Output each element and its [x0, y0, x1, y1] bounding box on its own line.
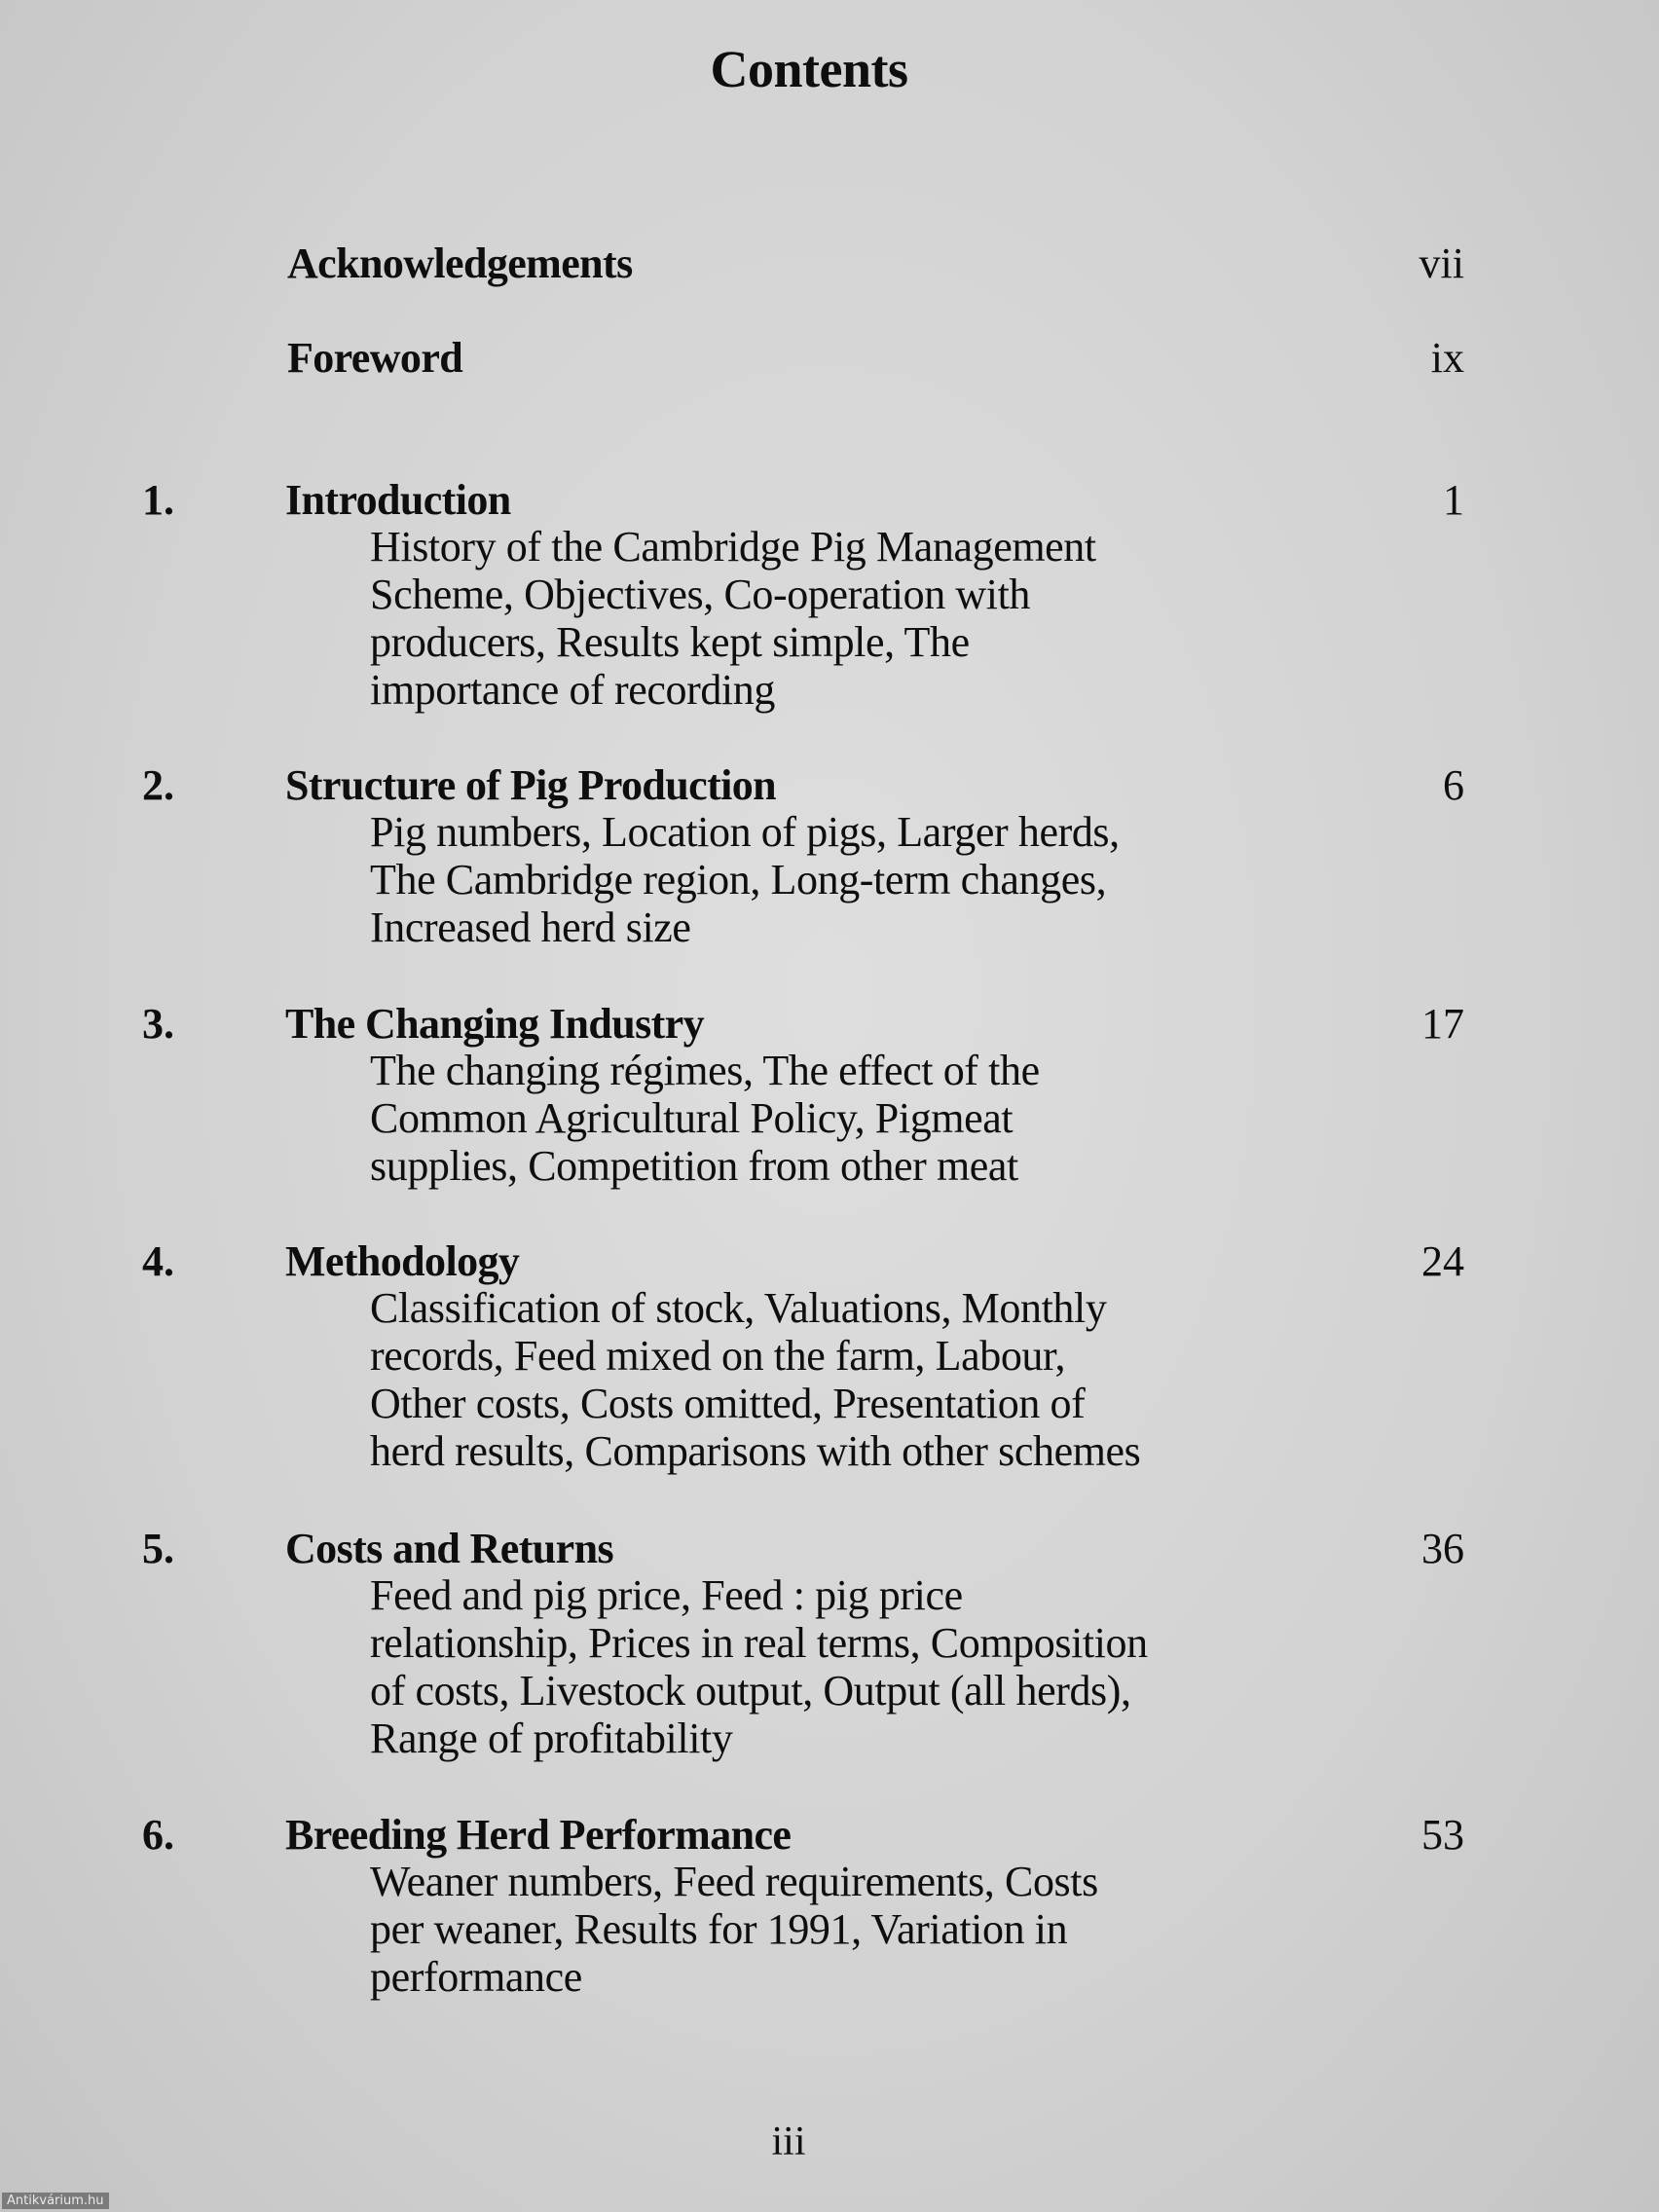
chapter-page-number: 1 [1443, 476, 1464, 524]
description-line: importance of recording [370, 666, 775, 714]
chapter-number: 2. [142, 761, 174, 809]
page-title: Contents [710, 40, 908, 98]
chapter-page-number: 53 [1421, 1811, 1464, 1859]
chapter-title: Methodology [285, 1237, 520, 1285]
chapter-title: The Changing Industry [285, 1000, 704, 1048]
description-line: per weaner, Results for 1991, Variation in [370, 1905, 1068, 1953]
description-line: History of the Cambridge Pig Management [370, 523, 1096, 571]
chapter-description [370, 808, 1344, 951]
description-line: Classification of stock, Valuations, Monthly [370, 1284, 1107, 1332]
chapter-page-number: 6 [1443, 761, 1464, 809]
description-line: Pig numbers, Location of pigs, Larger herds, [370, 808, 1120, 856]
description-line: of costs, Livestock output, Output (all herds), [370, 1667, 1131, 1714]
chapter-description [370, 1571, 1344, 1762]
description-line: The changing régimes, The effect of the [370, 1047, 1040, 1094]
chapter-title: Structure of Pig Production [285, 761, 777, 809]
description-line: The Cambridge region, Long-term changes, [370, 856, 1107, 903]
chapter-page-number: 24 [1421, 1237, 1464, 1285]
front-matter-acknowledgements-page: vii [1419, 240, 1464, 287]
page-number: iii [771, 2120, 806, 2164]
chapter-description [370, 1284, 1344, 1475]
chapter-title: Costs and Returns [285, 1525, 613, 1572]
chapter-number: 1. [142, 476, 174, 524]
description-line: producers, Results kept simple, The [370, 618, 970, 666]
chapter-number: 6. [142, 1811, 174, 1859]
description-line: Scheme, Objectives, Co-operation with [370, 571, 1031, 618]
chapter-description [370, 1047, 1344, 1190]
watermark: Antikvárium.hu [2, 2193, 109, 2209]
chapter-number: 3. [142, 1000, 174, 1048]
front-matter-foreword-page: ix [1430, 334, 1464, 382]
description-line: relationship, Prices in real terms, Composition [370, 1619, 1148, 1667]
chapter-number: 5. [142, 1525, 174, 1572]
description-line: records, Feed mixed on the farm, Labour, [370, 1332, 1066, 1380]
description-line: Range of profitability [370, 1714, 733, 1762]
description-line: Common Agricultural Policy, Pigmeat [370, 1094, 1014, 1142]
description-line: herd results, Comparisons with other schemes [370, 1427, 1141, 1475]
chapter-number: 4. [142, 1237, 174, 1285]
chapter-description [370, 523, 1344, 714]
front-matter-foreword: Foreword [287, 334, 463, 382]
front-matter-acknowledgements: Acknowledgements [287, 240, 633, 287]
chapter-page-number: 36 [1421, 1525, 1464, 1572]
description-line: Increased herd size [370, 903, 691, 951]
description-line: Other costs, Costs omitted, Presentation of [370, 1380, 1086, 1427]
description-line: supplies, Competition from other meat [370, 1142, 1018, 1190]
description-line: performance [370, 1953, 582, 2001]
chapter-title: Breeding Herd Performance [285, 1811, 792, 1859]
description-line: Weaner numbers, Feed requirements, Costs [370, 1858, 1098, 1905]
chapter-page-number: 17 [1421, 1000, 1464, 1048]
chapter-description [370, 1858, 1344, 2001]
chapter-title: Introduction [285, 476, 511, 524]
description-line: Feed and pig price, Feed : pig price [370, 1571, 963, 1619]
